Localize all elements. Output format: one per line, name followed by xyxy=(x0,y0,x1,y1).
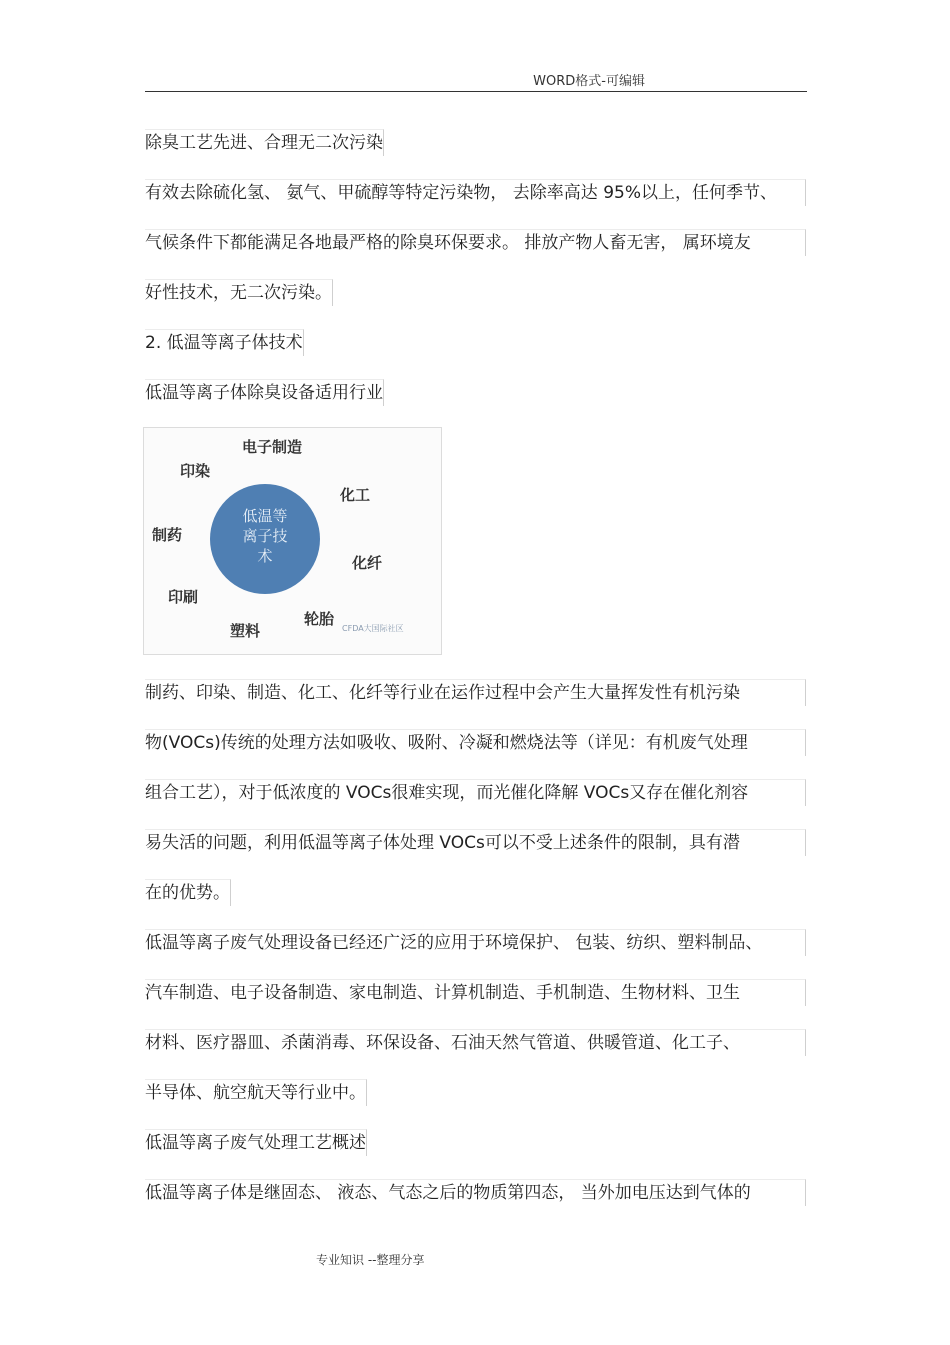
subheading: 低温等离子废气处理工艺概述 xyxy=(145,1129,367,1156)
label-chemical: 化工 xyxy=(340,486,371,504)
heading-deodorize: 除臭工艺先进、合理无二次污染 xyxy=(145,129,384,156)
paragraph-line: 低温等离子体是继固态、 液态、气态之后的物质第四态， 当外加电压达到气体的 xyxy=(145,1179,806,1206)
paragraph-line: 半导体、航空航天等行业中。 xyxy=(145,1079,367,1106)
industry-diagram xyxy=(143,427,442,655)
paragraph-line: 易失活的问题，利用低温等离子体处理 VOCs可以不受上述条件的限制，具有潜 xyxy=(145,829,806,856)
paragraph-line: 组合工艺），对于低浓度的 VOCs很难实现，而光催化降解 VOCs又存在催化剂容 xyxy=(145,779,806,806)
paragraph-line: 汽车制造、电子设备制造、家电制造、计算机制造、手机制造、生物材料、卫生 xyxy=(145,979,806,1006)
label-pharma: 制药 xyxy=(152,526,183,544)
paragraph-line: 好性技术，无二次污染。 xyxy=(145,279,333,306)
watermark: CFDA大国际社区 xyxy=(342,624,404,633)
page-header xyxy=(145,68,807,90)
center-text xyxy=(210,506,320,566)
label-fiber: 化纤 xyxy=(352,554,383,572)
paragraph-line: 材料、医疗器皿、杀菌消毒、环保设备、石油天然气管道、供暖管道、化工子、 xyxy=(145,1029,806,1056)
center-text-line: 低温等 xyxy=(242,507,288,525)
paragraph-line: 低温等离子废气处理设备已经还广泛的应用于环境保护、 包装、纺织、塑料制品、 xyxy=(145,929,806,956)
paragraph-line: 物(VOCs)传统的处理方法如吸收、吸附、冷凝和燃烧法等（详见：有机废气处理 xyxy=(145,729,806,756)
paragraph-line: 气候条件下都能满足各地最严格的除臭环保要求。 排放产物人畜无害， 属环境友 xyxy=(145,229,806,256)
center-text-line: 术 xyxy=(257,547,273,565)
subheading: 低温等离子体除臭设备适用行业 xyxy=(145,379,384,406)
label-printing: 印刷 xyxy=(168,588,199,606)
center-text-line: 离子技 xyxy=(242,527,288,545)
label-electronics: 电子制造 xyxy=(242,438,303,456)
header-text: WORD格式-可编辑 xyxy=(533,74,645,89)
header-rule xyxy=(145,91,807,92)
center-circle xyxy=(210,484,320,594)
label-dyeing: 印染 xyxy=(180,462,211,480)
label-tire: 轮胎 xyxy=(304,610,335,628)
paragraph-line: 在的优势。 xyxy=(145,879,231,906)
paragraph-line: 有效去除硫化氢、 氨气、甲硫醇等特定污染物， 去除率高达 95%以上，任何季节、 xyxy=(145,179,806,206)
page-footer: 专业知识 --整理分享 xyxy=(316,1253,425,1267)
paragraph-line: 制药、印染、制造、化工、化纤等行业在运作过程中会产生大量挥发性有机污染 xyxy=(145,679,806,706)
section-heading: 2. 低温等离子体技术 xyxy=(145,329,304,356)
label-plastic: 塑料 xyxy=(230,622,261,640)
